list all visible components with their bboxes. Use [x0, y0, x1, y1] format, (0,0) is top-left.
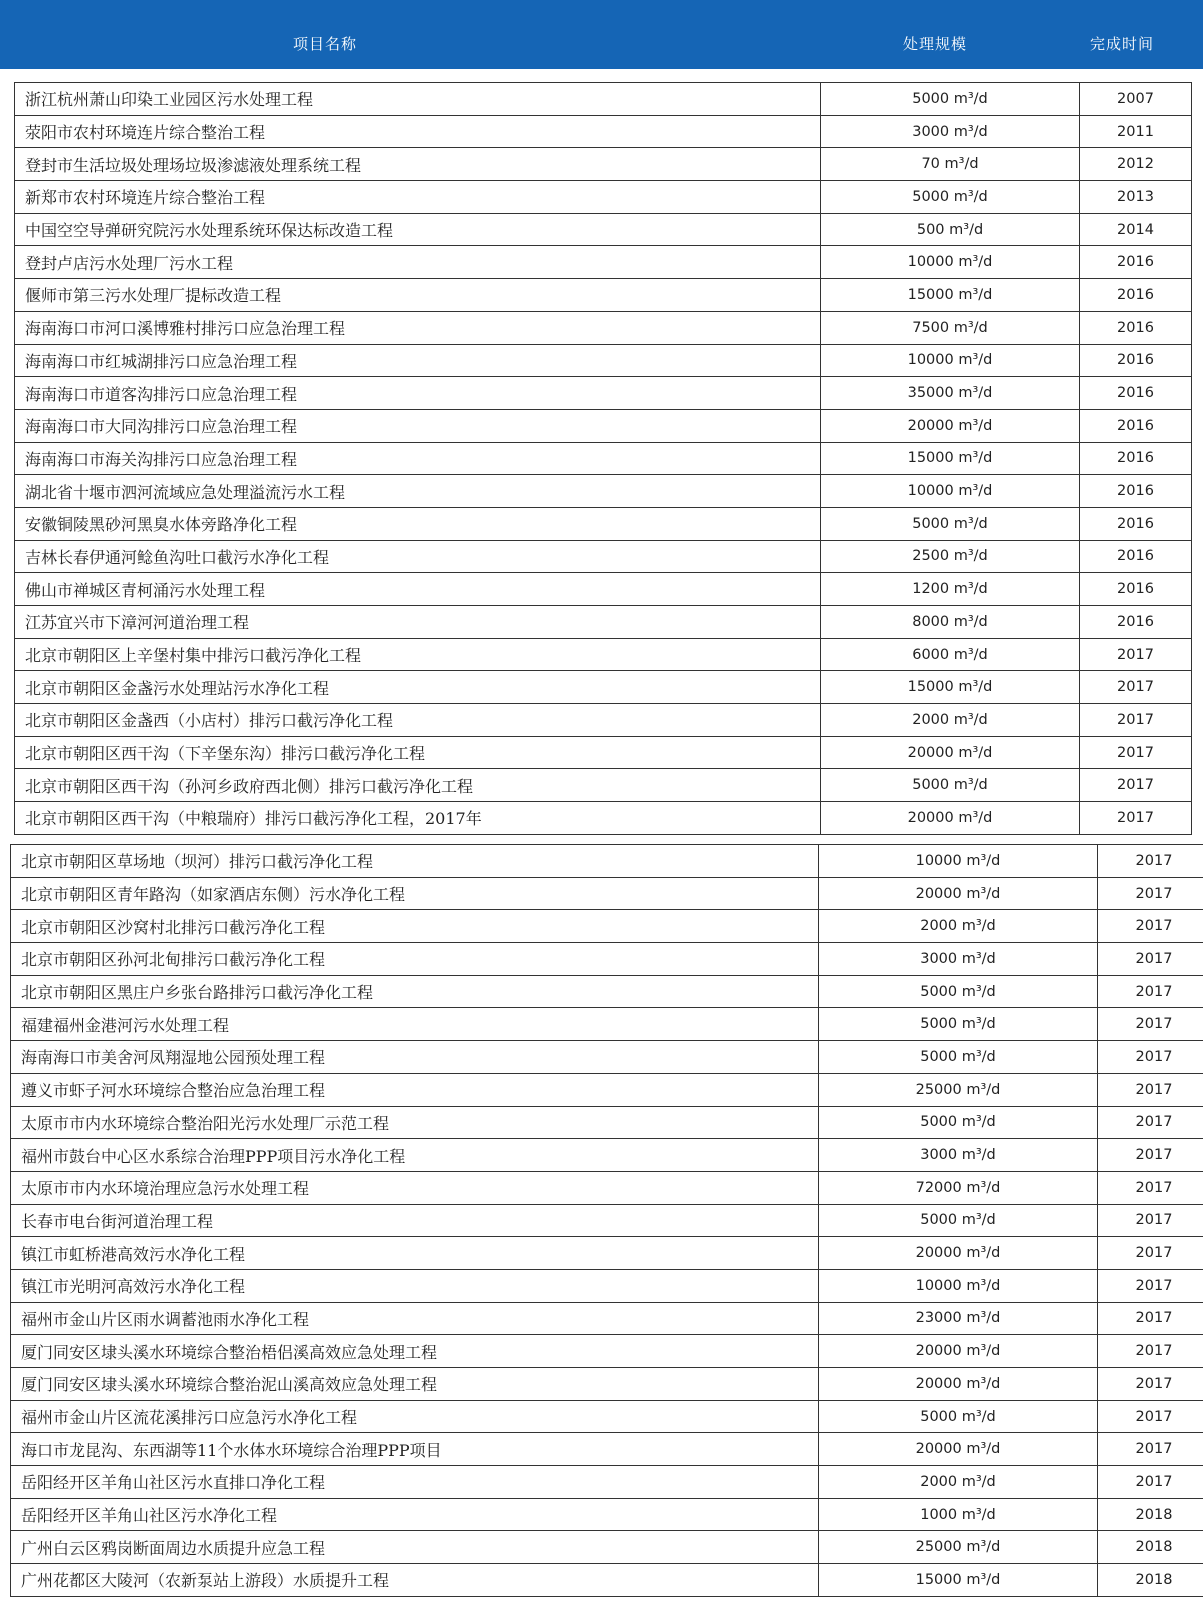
year-cell: 2016: [1080, 475, 1192, 508]
project-name-cell: 太原市市内水环境综合整治阳光污水处理厂示范工程: [11, 1106, 819, 1139]
scale-cell: 1200 m³/d: [821, 573, 1080, 606]
year-cell: 2017: [1098, 1433, 1203, 1466]
year-cell: 2017: [1098, 943, 1203, 976]
table-row: [11, 1433, 1203, 1466]
scale-cell: 2000 m³/d: [821, 704, 1080, 737]
scale-cell: 70 m³/d: [821, 148, 1080, 181]
scale-cell: 7500 m³/d: [821, 311, 1080, 344]
year-cell: 2016: [1080, 377, 1192, 410]
scale-cell: 3000 m³/d: [821, 115, 1080, 148]
table-row: [15, 213, 1192, 246]
project-name-cell: 江苏宜兴市下漳河河道治理工程: [15, 606, 821, 639]
table-row: [11, 1269, 1203, 1302]
scale-cell: 10000 m³/d: [821, 344, 1080, 377]
scale-cell: 2000 m³/d: [819, 910, 1098, 943]
scale-cell: 20000 m³/d: [819, 1368, 1098, 1401]
year-cell: 2016: [1080, 344, 1192, 377]
scale-cell: 35000 m³/d: [821, 377, 1080, 410]
year-cell: 2016: [1080, 606, 1192, 639]
year-cell: 2016: [1080, 573, 1192, 606]
year-cell: 2017: [1080, 802, 1192, 835]
project-table-part1: [14, 82, 1192, 835]
project-name-cell: 北京市朝阳区青年路沟（如家酒店东侧）污水净化工程: [11, 877, 819, 910]
table-row: [11, 1498, 1203, 1531]
project-name-cell: 海南海口市美舍河凤翔湿地公园预处理工程: [11, 1041, 819, 1074]
table-row: [11, 1171, 1203, 1204]
project-name-cell: 偃师市第三污水处理厂提标改造工程: [15, 279, 821, 312]
project-name-cell: 广州白云区鸦岗断面周边水质提升应急工程: [11, 1531, 819, 1564]
project-name-cell: 佛山市禅城区青柯涌污水处理工程: [15, 573, 821, 606]
table-row: [11, 1466, 1203, 1499]
project-name-cell: 北京市朝阳区金盏污水处理站污水净化工程: [15, 671, 821, 704]
table-row: [15, 442, 1192, 475]
table-row: [11, 1139, 1203, 1172]
project-name-cell: 厦门同安区埭头溪水环境综合整治泥山溪高效应急处理工程: [11, 1368, 819, 1401]
scale-cell: 5000 m³/d: [819, 1106, 1098, 1139]
scale-cell: 20000 m³/d: [819, 1335, 1098, 1368]
scale-cell: 500 m³/d: [821, 213, 1080, 246]
project-name-cell: 镇江市光明河高效污水净化工程: [11, 1269, 819, 1302]
year-cell: 2016: [1080, 246, 1192, 279]
year-cell: 2017: [1098, 1041, 1203, 1074]
table-row: [15, 507, 1192, 540]
table-row: [11, 1237, 1203, 1270]
scale-cell: 6000 m³/d: [821, 638, 1080, 671]
table-row: [15, 769, 1192, 802]
year-cell: 2016: [1080, 409, 1192, 442]
year-cell: 2016: [1080, 507, 1192, 540]
project-name-cell: 福州市金山片区流花溪排污口应急污水净化工程: [11, 1400, 819, 1433]
project-name-cell: 厦门同安区埭头溪水环境综合整治梧侣溪高效应急处理工程: [11, 1335, 819, 1368]
table-row: [11, 910, 1203, 943]
year-cell: 2017: [1080, 638, 1192, 671]
project-name-cell: 北京市朝阳区上辛堡村集中排污口截污净化工程: [15, 638, 821, 671]
project-name-cell: 海口市龙昆沟、东西湖等11个水体水环境综合治理PPP项目: [11, 1433, 819, 1466]
table-row: [15, 311, 1192, 344]
year-cell: 2017: [1098, 877, 1203, 910]
year-cell: 2017: [1098, 975, 1203, 1008]
year-cell: 2017: [1098, 1400, 1203, 1433]
project-name-cell: 北京市朝阳区黑庄户乡张台路排污口截污净化工程: [11, 975, 819, 1008]
table-row: [15, 377, 1192, 410]
table-row: [15, 802, 1192, 835]
scale-cell: 5000 m³/d: [819, 1041, 1098, 1074]
scale-cell: 15000 m³/d: [821, 442, 1080, 475]
project-name-cell: 北京市朝阳区西干沟（中粮瑞府）排污口截污净化工程，2017年: [15, 802, 821, 835]
table-row: [11, 1041, 1203, 1074]
project-name-cell: 北京市朝阳区金盏西（小店村）排污口截污净化工程: [15, 704, 821, 737]
table-row: [15, 115, 1192, 148]
table-row: [11, 1073, 1203, 1106]
project-name-cell: 登封市生活垃圾处理场垃圾渗滤液处理系统工程: [15, 148, 821, 181]
table-row: [11, 877, 1203, 910]
year-cell: 2018: [1098, 1498, 1203, 1531]
table-row: [15, 181, 1192, 214]
scale-cell: 15000 m³/d: [819, 1564, 1098, 1597]
project-name-cell: 广州花都区大陵河（农新泵站上游段）水质提升工程: [11, 1564, 819, 1597]
year-cell: 2013: [1080, 181, 1192, 214]
scale-cell: 5000 m³/d: [821, 769, 1080, 802]
scale-cell: 20000 m³/d: [821, 409, 1080, 442]
table-row: [11, 1008, 1203, 1041]
table-row: [15, 83, 1192, 116]
year-cell: 2011: [1080, 115, 1192, 148]
scale-cell: 25000 m³/d: [819, 1531, 1098, 1564]
year-cell: 2018: [1098, 1564, 1203, 1597]
table-row: [15, 246, 1192, 279]
year-cell: 2017: [1080, 704, 1192, 737]
year-cell: 2017: [1098, 1466, 1203, 1499]
scale-cell: 10000 m³/d: [819, 845, 1098, 878]
project-name-cell: 荥阳市农村环境连片综合整治工程: [15, 115, 821, 148]
scale-cell: 25000 m³/d: [819, 1073, 1098, 1106]
year-cell: 2016: [1080, 279, 1192, 312]
table-row: [15, 736, 1192, 769]
project-name-cell: 海南海口市海关沟排污口应急治理工程: [15, 442, 821, 475]
scale-cell: 20000 m³/d: [819, 877, 1098, 910]
year-cell: 2007: [1080, 83, 1192, 116]
table-row: [15, 148, 1192, 181]
year-cell: 2017: [1080, 769, 1192, 802]
table-row: [11, 1335, 1203, 1368]
project-name-cell: 福州市鼓台中心区水系综合治理PPP项目污水净化工程: [11, 1139, 819, 1172]
project-name-cell: 福州市金山片区雨水调蓄池雨水净化工程: [11, 1302, 819, 1335]
project-name-cell: 镇江市虹桥港高效污水净化工程: [11, 1237, 819, 1270]
year-cell: 2017: [1098, 1237, 1203, 1270]
project-name-cell: 海南海口市红城湖排污口应急治理工程: [15, 344, 821, 377]
project-name-cell: 遵义市虾子河水环境综合整治应急治理工程: [11, 1073, 819, 1106]
year-cell: 2017: [1098, 1302, 1203, 1335]
table-row: [15, 540, 1192, 573]
table-row: [11, 1564, 1203, 1597]
year-cell: 2017: [1080, 671, 1192, 704]
year-cell: 2017: [1098, 1368, 1203, 1401]
year-cell: 2012: [1080, 148, 1192, 181]
table-row: [11, 975, 1203, 1008]
scale-cell: 5000 m³/d: [821, 181, 1080, 214]
scale-cell: 20000 m³/d: [819, 1433, 1098, 1466]
project-name-cell: 湖北省十堰市泗河流域应急处理溢流污水工程: [15, 475, 821, 508]
scale-cell: 5000 m³/d: [821, 83, 1080, 116]
project-name-cell: 北京市朝阳区沙窝村北排污口截污净化工程: [11, 910, 819, 943]
project-name-cell: 岳阳经开区羊角山社区污水净化工程: [11, 1498, 819, 1531]
header-scale: 处理规模: [903, 35, 968, 53]
scale-cell: 72000 m³/d: [819, 1171, 1098, 1204]
table-row: [11, 1368, 1203, 1401]
scale-cell: 23000 m³/d: [819, 1302, 1098, 1335]
scale-cell: 8000 m³/d: [821, 606, 1080, 639]
project-name-cell: 中国空空导弹研究院污水处理系统环保达标改造工程: [15, 213, 821, 246]
scale-cell: 5000 m³/d: [819, 1008, 1098, 1041]
scale-cell: 5000 m³/d: [819, 1400, 1098, 1433]
project-name-cell: 新郑市农村环境连片综合整治工程: [15, 181, 821, 214]
year-cell: 2016: [1080, 442, 1192, 475]
year-cell: 2017: [1098, 1139, 1203, 1172]
year-cell: 2016: [1080, 311, 1192, 344]
project-name-cell: 海南海口市道客沟排污口应急治理工程: [15, 377, 821, 410]
table-row: [15, 475, 1192, 508]
scale-cell: 15000 m³/d: [821, 671, 1080, 704]
scale-cell: 3000 m³/d: [819, 943, 1098, 976]
table-row: [15, 671, 1192, 704]
scale-cell: 10000 m³/d: [821, 246, 1080, 279]
scale-cell: 20000 m³/d: [819, 1237, 1098, 1270]
project-name-cell: 福建福州金港河污水处理工程: [11, 1008, 819, 1041]
project-name-cell: 北京市朝阳区西干沟（孙河乡政府西北侧）排污口截污净化工程: [15, 769, 821, 802]
table-row: [11, 1204, 1203, 1237]
project-name-cell: 安徽铜陵黑砂河黑臭水体旁路净化工程: [15, 507, 821, 540]
scale-cell: 5000 m³/d: [819, 1204, 1098, 1237]
scale-cell: 20000 m³/d: [821, 802, 1080, 835]
scale-cell: 10000 m³/d: [819, 1269, 1098, 1302]
table-row: [15, 606, 1192, 639]
year-cell: 2017: [1098, 1171, 1203, 1204]
year-cell: 2017: [1098, 1204, 1203, 1237]
table-row: [15, 638, 1192, 671]
year-cell: 2018: [1098, 1531, 1203, 1564]
table-row: [15, 409, 1192, 442]
scale-cell: 5000 m³/d: [821, 507, 1080, 540]
year-cell: 2017: [1098, 1335, 1203, 1368]
table-row: [11, 943, 1203, 976]
project-name-cell: 北京市朝阳区西干沟（下辛堡东沟）排污口截污净化工程: [15, 736, 821, 769]
table-row: [11, 1302, 1203, 1335]
header-completion-date: 完成时间: [1090, 35, 1155, 53]
table-row: [15, 704, 1192, 737]
year-cell: 2017: [1098, 910, 1203, 943]
scale-cell: 15000 m³/d: [821, 279, 1080, 312]
year-cell: 2017: [1098, 845, 1203, 878]
project-name-cell: 岳阳经开区羊角山社区污水直排口净化工程: [11, 1466, 819, 1499]
year-cell: 2017: [1098, 1008, 1203, 1041]
scale-cell: 5000 m³/d: [819, 975, 1098, 1008]
scale-cell: 20000 m³/d: [821, 736, 1080, 769]
year-cell: 2017: [1080, 736, 1192, 769]
project-name-cell: 吉林长春伊通河鲶鱼沟吐口截污水净化工程: [15, 540, 821, 573]
year-cell: 2017: [1098, 1269, 1203, 1302]
table-header: [0, 0, 1203, 69]
scale-cell: 3000 m³/d: [819, 1139, 1098, 1172]
project-table-part2: [10, 844, 1203, 1597]
table-row: [11, 1106, 1203, 1139]
project-name-cell: 太原市市内水环境治理应急污水处理工程: [11, 1171, 819, 1204]
scale-cell: 10000 m³/d: [821, 475, 1080, 508]
header-project-name: 项目名称: [293, 35, 358, 53]
project-name-cell: 浙江杭州萧山印染工业园区污水处理工程: [15, 83, 821, 116]
table-row: [15, 573, 1192, 606]
year-cell: 2017: [1098, 1073, 1203, 1106]
scale-cell: 2000 m³/d: [819, 1466, 1098, 1499]
table-row: [15, 344, 1192, 377]
scale-cell: 1000 m³/d: [819, 1498, 1098, 1531]
table-row: [15, 279, 1192, 312]
project-name-cell: 海南海口市大同沟排污口应急治理工程: [15, 409, 821, 442]
project-name-cell: 长春市电台街河道治理工程: [11, 1204, 819, 1237]
year-cell: 2017: [1098, 1106, 1203, 1139]
table-row: [11, 845, 1203, 878]
project-name-cell: 北京市朝阳区草场地（坝河）排污口截污净化工程: [11, 845, 819, 878]
scale-cell: 2500 m³/d: [821, 540, 1080, 573]
table-row: [11, 1531, 1203, 1564]
year-cell: 2016: [1080, 540, 1192, 573]
year-cell: 2014: [1080, 213, 1192, 246]
table-row: [11, 1400, 1203, 1433]
project-name-cell: 登封卢店污水处理厂污水工程: [15, 246, 821, 279]
project-name-cell: 北京市朝阳区孙河北甸排污口截污净化工程: [11, 943, 819, 976]
project-name-cell: 海南海口市河口溪博雅村排污口应急治理工程: [15, 311, 821, 344]
